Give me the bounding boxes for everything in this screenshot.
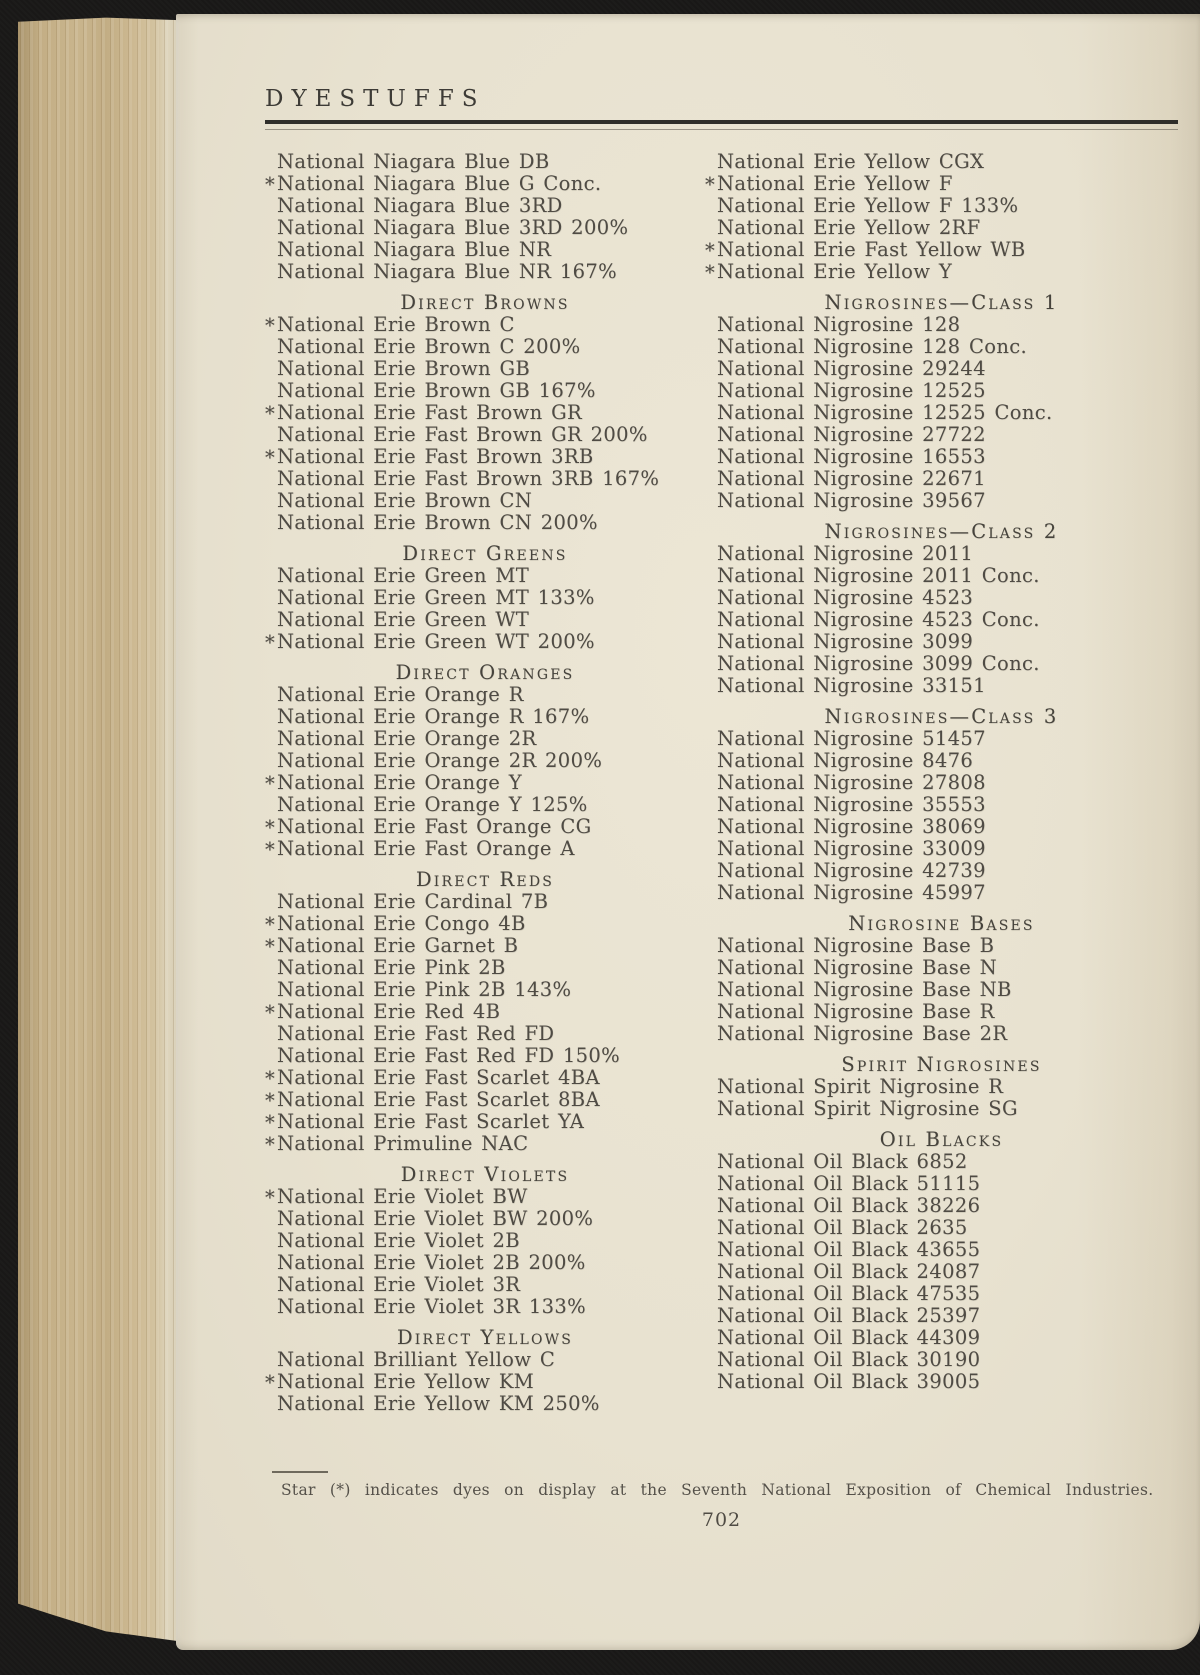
- dye-entry: [705, 314, 1178, 336]
- dye-name: National Nigrosine 29244: [717, 357, 986, 380]
- exposition-star-marker: *: [265, 816, 276, 839]
- dye-entry: [265, 1230, 705, 1252]
- dye-column-right: [705, 151, 1178, 1415]
- section-heading: Nigrosine Bases: [848, 912, 1035, 935]
- dye-name: National Oil Black 47535: [717, 1282, 981, 1305]
- dye-entry: [265, 358, 705, 380]
- dye-name: National Oil Black 2635: [717, 1216, 968, 1239]
- dye-entry: [265, 794, 705, 816]
- dye-name: National Erie Green MT: [277, 564, 530, 587]
- dye-name: National Niagara Blue DB: [277, 150, 550, 173]
- dye-entry: [705, 816, 1178, 838]
- dye-entry: [265, 1371, 705, 1393]
- dye-name: National Erie Yellow Y: [717, 260, 953, 283]
- dye-entry: [705, 653, 1178, 675]
- dye-entry: [265, 565, 705, 587]
- dye-name: National Erie Fast Orange A: [277, 837, 575, 860]
- dye-name: National Nigrosine 27808: [717, 771, 986, 794]
- dye-name: National Niagara Blue G Conc.: [277, 172, 602, 195]
- dye-entry: [705, 979, 1178, 1001]
- dye-entry: [265, 1252, 705, 1274]
- dye-name: National Nigrosine 8476: [717, 749, 974, 772]
- dye-name: National Erie Brown C: [277, 313, 515, 336]
- dye-entry: [705, 1076, 1178, 1098]
- dye-name: National Erie Violet BW: [277, 1185, 528, 1208]
- book-page-edge-stack: [18, 16, 178, 1646]
- section-heading: Direct Greens: [402, 542, 568, 565]
- dye-name: National Erie Violet 3R 133%: [277, 1295, 587, 1318]
- dye-name: National Erie Yellow KM: [277, 1370, 535, 1393]
- dye-name: National Niagara Blue 3RD 200%: [277, 216, 629, 239]
- dye-entry: [265, 1186, 705, 1208]
- exposition-star-marker: *: [265, 1089, 276, 1112]
- dye-name: National Erie Yellow KM 250%: [277, 1392, 600, 1415]
- dye-entry: [705, 794, 1178, 816]
- exposition-star-marker: *: [265, 173, 276, 196]
- dye-name: National Nigrosine Base B: [717, 934, 995, 957]
- dye-entry: [705, 728, 1178, 750]
- exposition-star-marker: *: [265, 1186, 276, 1209]
- dye-section: [705, 151, 1178, 283]
- dye-name: National Nigrosine 12525: [717, 379, 986, 402]
- dye-entry: [265, 314, 705, 336]
- dye-name: National Erie Violet BW 200%: [277, 1207, 594, 1230]
- dye-section: [265, 662, 705, 860]
- dye-name: National Erie Fast Red FD: [277, 1022, 555, 1045]
- dye-name: National Erie Brown GB: [277, 357, 531, 380]
- dye-entry: [265, 402, 705, 424]
- dye-name: National Spirit Nigrosine SG: [717, 1097, 1018, 1120]
- dye-name: National Nigrosine 22671: [717, 467, 986, 490]
- dye-entry: [265, 1296, 705, 1318]
- dye-entry: [265, 468, 705, 490]
- dye-entry: [265, 1133, 705, 1155]
- dye-entry: [265, 446, 705, 468]
- exposition-star-marker: *: [705, 261, 716, 284]
- dye-section: [265, 292, 705, 534]
- dye-name: National Erie Fast Brown 3RB 167%: [277, 467, 660, 490]
- dye-section: [265, 543, 705, 653]
- dye-entry: [265, 217, 705, 239]
- dye-entry: [265, 1274, 705, 1296]
- section-heading: Nigrosines—Class 3: [824, 705, 1059, 728]
- dye-section: [705, 706, 1178, 904]
- section-heading: Direct Reds: [415, 868, 555, 891]
- dye-entry: [265, 1111, 705, 1133]
- dye-entry: [705, 631, 1178, 653]
- dye-name: National Nigrosine 35553: [717, 793, 986, 816]
- dye-name: National Oil Black 6852: [717, 1150, 968, 1173]
- dye-section: [265, 1327, 705, 1415]
- exposition-star-marker: *: [265, 1001, 276, 1024]
- dye-name: National Nigrosine 3099: [717, 630, 974, 653]
- section-heading: Spirit Nigrosines: [841, 1053, 1042, 1076]
- exposition-star-marker: *: [265, 402, 276, 425]
- dye-name: National Nigrosine 38069: [717, 815, 986, 838]
- dye-name: National Erie Fast Scarlet 4BA: [277, 1066, 600, 1089]
- dye-entry: [265, 838, 705, 860]
- dye-name: National Niagara Blue NR 167%: [277, 260, 618, 283]
- dye-name: National Nigrosine 45997: [717, 881, 986, 904]
- dye-entry: [265, 380, 705, 402]
- exposition-star-marker: *: [265, 772, 276, 795]
- dye-entry: [705, 261, 1178, 283]
- dye-entry: [265, 587, 705, 609]
- dye-entry: [705, 860, 1178, 882]
- exposition-star-marker: *: [265, 913, 276, 936]
- dye-entry: [705, 1349, 1178, 1371]
- dye-name: National Erie Yellow F: [717, 172, 953, 195]
- dye-entry: [265, 935, 705, 957]
- dye-name: National Erie Orange 2R: [277, 727, 537, 750]
- footnote-block: [265, 1471, 1178, 1500]
- dye-name: National Oil Black 24087: [717, 1260, 981, 1283]
- dye-entry: [265, 684, 705, 706]
- dye-name: National Erie Green WT: [277, 608, 530, 631]
- dye-entry: [705, 675, 1178, 697]
- section-heading: Direct Browns: [400, 291, 570, 314]
- dye-entry: [705, 1239, 1178, 1261]
- dye-entry: [265, 1393, 705, 1415]
- dye-name: National Nigrosine Base 2R: [717, 1022, 1008, 1045]
- dye-entry: [705, 239, 1178, 261]
- exposition-star-marker: *: [265, 1111, 276, 1134]
- dye-entry: [705, 565, 1178, 587]
- dye-name: National Erie Orange R 167%: [277, 705, 590, 728]
- exposition-star-marker: *: [265, 1133, 276, 1156]
- dye-entry: [705, 1151, 1178, 1173]
- dye-name: National Oil Black 43655: [717, 1238, 981, 1261]
- dye-entry: [705, 1217, 1178, 1239]
- dye-entry: [705, 772, 1178, 794]
- dye-name: National Erie Fast Brown GR 200%: [277, 423, 648, 446]
- dye-entry: [705, 1173, 1178, 1195]
- dye-name: National Erie Fast Scarlet YA: [277, 1110, 585, 1133]
- dye-entry: [705, 1305, 1178, 1327]
- dye-name: National Erie Garnet B: [277, 934, 519, 957]
- dye-name: National Erie Green WT 200%: [277, 630, 595, 653]
- dye-name: National Nigrosine 51457: [717, 727, 986, 750]
- dye-entry: [265, 913, 705, 935]
- dye-entry: [705, 543, 1178, 565]
- dye-name: National Erie Brown C 200%: [277, 335, 581, 358]
- dye-entry: [705, 336, 1178, 358]
- dye-name: National Nigrosine 2011 Conc.: [717, 564, 1040, 587]
- dye-entry: [705, 935, 1178, 957]
- dye-column-left: [265, 151, 705, 1415]
- dye-name: National Erie Brown CN 200%: [277, 511, 598, 534]
- header-rule-thick: [265, 120, 1178, 124]
- dye-entry: [705, 217, 1178, 239]
- exposition-star-marker: *: [705, 173, 716, 196]
- dye-entry: [265, 239, 705, 261]
- dye-entry: [265, 706, 705, 728]
- dye-entry: [265, 772, 705, 794]
- dye-name: National Erie Violet 3R: [277, 1273, 521, 1296]
- dye-entry: [705, 750, 1178, 772]
- dye-entry: [705, 358, 1178, 380]
- dye-name: National Niagara Blue 3RD: [277, 194, 563, 217]
- dye-section: [705, 521, 1178, 697]
- dye-name: National Erie Violet 2B 200%: [277, 1251, 586, 1274]
- dye-entry: [705, 446, 1178, 468]
- dye-entry: [705, 402, 1178, 424]
- header-rule-thin: [265, 129, 1178, 130]
- dye-entry: [265, 979, 705, 1001]
- dye-name: National Oil Black 38226: [717, 1194, 981, 1217]
- dye-section: [265, 869, 705, 1155]
- dye-entry: [705, 1098, 1178, 1120]
- exposition-star-marker: *: [705, 239, 716, 262]
- exposition-star-marker: *: [265, 631, 276, 654]
- dye-entry: [705, 1023, 1178, 1045]
- section-heading: Nigrosines—Class 1: [824, 291, 1059, 314]
- dye-name: National Erie Cardinal 7B: [277, 890, 549, 913]
- dye-entry: [705, 424, 1178, 446]
- section-heading: Direct Yellows: [396, 1326, 574, 1349]
- dye-name: National Nigrosine 128 Conc.: [717, 335, 1028, 358]
- exposition-star-marker: *: [265, 838, 276, 861]
- dye-name: National Nigrosine 128: [717, 313, 961, 336]
- dye-name: National Brilliant Yellow C: [277, 1348, 556, 1371]
- dye-name: National Erie Orange Y: [277, 771, 522, 794]
- dye-name: National Spirit Nigrosine R: [717, 1075, 1004, 1098]
- dye-entry: [265, 750, 705, 772]
- dye-name: National Oil Black 30190: [717, 1348, 981, 1371]
- dye-name: National Erie Fast Yellow WB: [717, 238, 1026, 261]
- section-heading: Oil Blacks: [879, 1128, 1004, 1151]
- section-heading: Direct Oranges: [395, 661, 575, 684]
- dye-section: [705, 913, 1178, 1045]
- dye-entry: [265, 631, 705, 653]
- dye-name: National Erie Brown GB 167%: [277, 379, 596, 402]
- dye-name: National Nigrosine Base R: [717, 1000, 995, 1023]
- dye-entry: [265, 609, 705, 631]
- page-number: 702: [701, 1509, 742, 1532]
- dye-entry: [705, 195, 1178, 217]
- dye-entry: [705, 173, 1178, 195]
- dye-name: National Erie Yellow 2RF: [717, 216, 981, 239]
- dye-entry: [265, 1089, 705, 1111]
- dye-name: National Oil Black 44309: [717, 1326, 981, 1349]
- dye-name: National Nigrosine Base N: [717, 956, 998, 979]
- footnote-text: Star (*) indicates dyes on display at the Seventh National Exposition of Chemical Industries.: [281, 1481, 1154, 1499]
- dye-entry: [265, 512, 705, 534]
- dye-name: National Erie Orange 2R 200%: [277, 749, 603, 772]
- dye-name: National Oil Black 25397: [717, 1304, 981, 1327]
- exposition-star-marker: *: [265, 1371, 276, 1394]
- dye-entry: [265, 1001, 705, 1023]
- dye-name: National Erie Fast Scarlet 8BA: [277, 1088, 600, 1111]
- dye-name: National Niagara Blue NR: [277, 238, 552, 261]
- dye-name: National Erie Yellow CGX: [717, 150, 985, 173]
- dye-entry: [265, 1045, 705, 1067]
- dye-entry: [265, 957, 705, 979]
- dye-name: National Primuline NAC: [277, 1132, 529, 1155]
- dye-section: [265, 1164, 705, 1318]
- dye-entry: [265, 336, 705, 358]
- dye-name: National Nigrosine Base NB: [717, 978, 1012, 1001]
- dye-name: National Oil Black 51115: [717, 1172, 981, 1195]
- dye-name: National Erie Yellow F 133%: [717, 194, 1019, 217]
- page-title: DYESTUFFS: [265, 86, 486, 112]
- dye-entry: [265, 891, 705, 913]
- dye-name: National Erie Fast Brown 3RB: [277, 445, 594, 468]
- dye-name: National Erie Pink 2B 143%: [277, 978, 572, 1001]
- dye-name: National Nigrosine 27722: [717, 423, 986, 446]
- dye-entry: [705, 1283, 1178, 1305]
- dye-entry: [705, 882, 1178, 904]
- dye-entry: [265, 1208, 705, 1230]
- exposition-star-marker: *: [265, 935, 276, 958]
- dye-entry: [705, 957, 1178, 979]
- exposition-star-marker: *: [265, 446, 276, 469]
- dye-entry: [705, 1001, 1178, 1023]
- dye-name: National Nigrosine 33151: [717, 674, 986, 697]
- section-heading: Nigrosines—Class 2: [824, 520, 1059, 543]
- page-content: [176, 14, 1200, 1650]
- dye-section: [705, 292, 1178, 512]
- dye-name: National Erie Orange R: [277, 683, 524, 706]
- dye-entry: [265, 1023, 705, 1045]
- dye-entry: [265, 424, 705, 446]
- dye-entry: [705, 468, 1178, 490]
- dye-entry: [705, 380, 1178, 402]
- dye-name: National Nigrosine 4523 Conc.: [717, 608, 1040, 631]
- dye-list-columns: [265, 151, 1178, 1415]
- dye-section: [705, 1129, 1178, 1393]
- dye-section: [265, 151, 705, 283]
- dye-name: National Erie Fast Red FD 150%: [277, 1044, 621, 1067]
- dye-entry: [265, 173, 705, 195]
- dye-name: National Erie Green MT 133%: [277, 586, 595, 609]
- dye-name: National Erie Red 4B: [277, 1000, 501, 1023]
- dye-name: National Nigrosine 2011: [717, 542, 974, 565]
- footnote-rule: [272, 1471, 328, 1473]
- dye-section: [705, 1054, 1178, 1120]
- dye-entry: [265, 261, 705, 283]
- dye-name: National Nigrosine 16553: [717, 445, 986, 468]
- dye-name: National Erie Brown CN: [277, 489, 533, 512]
- dye-entry: [265, 195, 705, 217]
- exposition-star-marker: *: [265, 314, 276, 337]
- dye-name: National Nigrosine 4523: [717, 586, 974, 609]
- dye-entry: [705, 1261, 1178, 1283]
- dye-entry: [705, 490, 1178, 512]
- dye-name: National Nigrosine 33009: [717, 837, 986, 860]
- book-page: [176, 14, 1200, 1650]
- dye-entry: [265, 728, 705, 750]
- dye-name: National Erie Congo 4B: [277, 912, 526, 935]
- dye-name: National Nigrosine 39567: [717, 489, 986, 512]
- dye-entry: [705, 587, 1178, 609]
- dye-name: National Erie Fast Brown GR: [277, 401, 583, 424]
- dye-entry: [705, 1371, 1178, 1393]
- dye-name: National Nigrosine 3099 Conc.: [717, 652, 1040, 675]
- dye-entry: [265, 816, 705, 838]
- dye-entry: [705, 609, 1178, 631]
- dye-entry: [705, 1327, 1178, 1349]
- dye-name: National Erie Fast Orange CG: [277, 815, 592, 838]
- dye-entry: [705, 838, 1178, 860]
- dye-name: National Erie Orange Y 125%: [277, 793, 588, 816]
- dye-name: National Erie Pink 2B: [277, 956, 506, 979]
- dye-entry: [265, 151, 705, 173]
- dye-entry: [705, 151, 1178, 173]
- dye-entry: [265, 490, 705, 512]
- dye-entry: [265, 1067, 705, 1089]
- dye-entry: [265, 1349, 705, 1371]
- dye-name: National Nigrosine 42739: [717, 859, 986, 882]
- exposition-star-marker: *: [265, 1067, 276, 1090]
- dye-entry: [705, 1195, 1178, 1217]
- dye-name: National Erie Violet 2B: [277, 1229, 520, 1252]
- dye-name: National Nigrosine 12525 Conc.: [717, 401, 1053, 424]
- dye-name: National Oil Black 39005: [717, 1370, 981, 1393]
- section-heading: Direct Violets: [400, 1163, 570, 1186]
